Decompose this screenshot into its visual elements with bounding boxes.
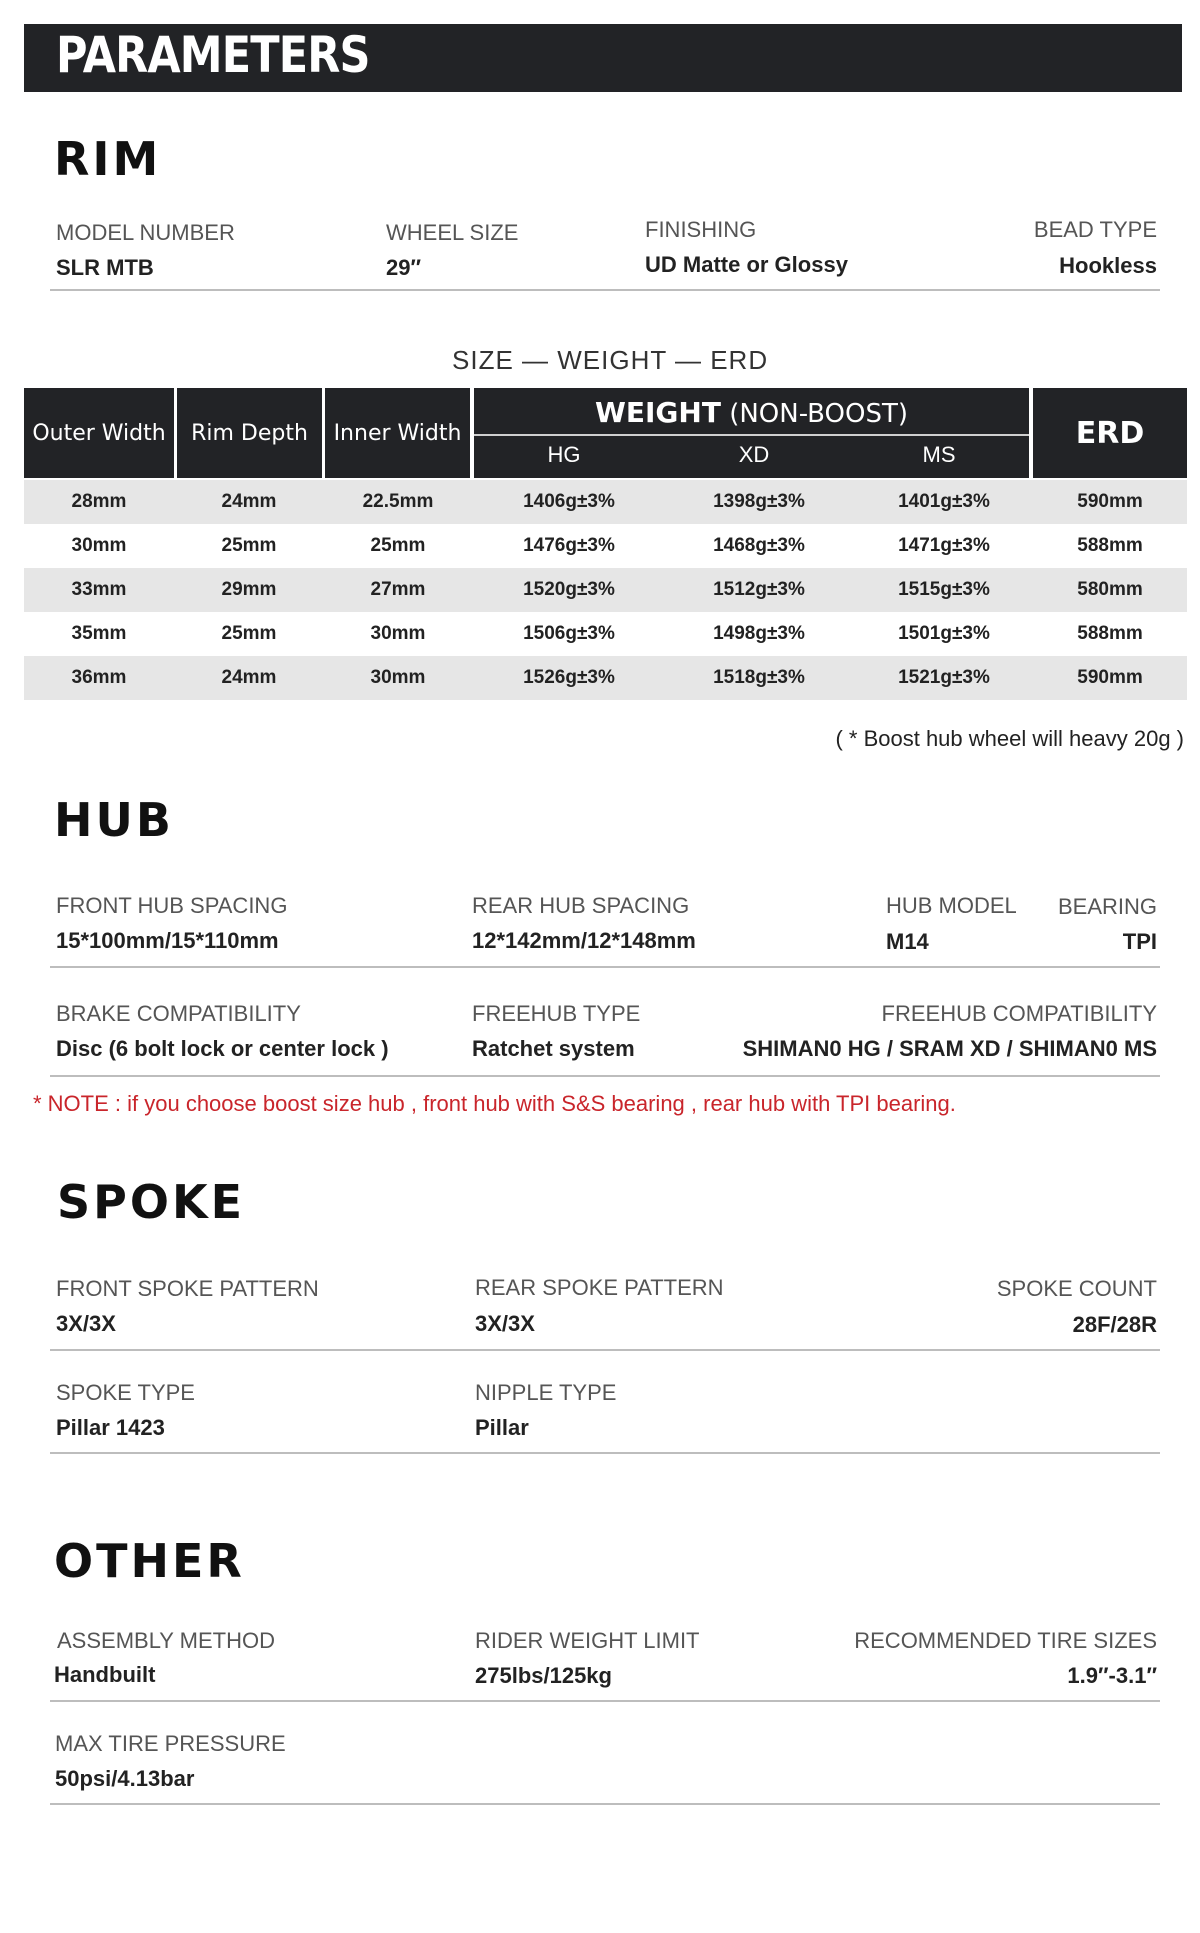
table-cell: 30mm: [71, 535, 127, 556]
table-cell: 22.5mm: [362, 491, 434, 512]
table-cell: 36mm: [71, 667, 127, 688]
table-row: [24, 568, 1187, 612]
freehub-type-value: Ratchet system: [472, 1036, 635, 1061]
assembly-method-value: Handbuilt: [54, 1662, 156, 1687]
table-cell: 25mm: [370, 535, 426, 556]
table-row: [24, 656, 1187, 700]
header-weight-divider: [474, 434, 1029, 436]
bearing-value: TPI: [1122, 929, 1157, 954]
header-weight: WEIGHT (NON-BOOST): [594, 396, 909, 429]
recommended-tire-sizes-label: RECOMMENDED TIRE SIZES: [854, 1628, 1157, 1653]
header-inner-width: Inner Width: [325, 388, 470, 478]
header-rim-depth: Rim Depth: [177, 388, 322, 478]
table-cell: 30mm: [370, 623, 426, 644]
bead-type-label: BEAD TYPE: [1033, 217, 1157, 242]
table-cell: 29mm: [221, 579, 277, 600]
divider: [50, 1349, 1160, 1351]
size-weight-table-header: [24, 388, 1187, 478]
table-cell: 1476g±3%: [523, 535, 615, 556]
rear-hub-spacing-label: REAR HUB SPACING: [472, 893, 690, 918]
divider: [50, 1452, 1160, 1454]
bearing-label: BEARING: [1057, 894, 1157, 919]
hub-model-value: M14: [886, 929, 929, 954]
divider: [50, 289, 1160, 291]
table-cell: 28mm: [71, 491, 127, 512]
assembly-method-label: ASSEMBLY METHOD: [57, 1628, 276, 1653]
hub-section-title: HUB: [54, 793, 174, 847]
header-ms: MS: [922, 442, 956, 467]
nipple-type-value: Pillar: [475, 1415, 529, 1440]
max-tire-pressure-value: 50psi/4.13bar: [55, 1766, 195, 1791]
brake-compatibility-label: BRAKE COMPATIBILITY: [56, 1001, 301, 1026]
model-number-value: SLR MTB: [56, 255, 154, 280]
table-row: [24, 480, 1187, 524]
table-cell: 1512g±3%: [713, 579, 805, 600]
wheel-size-value: 29″: [386, 255, 422, 280]
table-cell: 24mm: [221, 667, 277, 688]
max-tire-pressure-label: MAX TIRE PRESSURE: [55, 1731, 286, 1756]
wheel-size-label: WHEEL SIZE: [386, 220, 519, 245]
table-cell: 588mm: [1077, 535, 1143, 556]
table-cell: 1515g±3%: [898, 579, 990, 600]
table-cell: 27mm: [370, 579, 426, 600]
table-cell: 1526g±3%: [523, 667, 615, 688]
table-cell: 1520g±3%: [523, 579, 615, 600]
table-heading: SIZE — WEIGHT — ERD: [452, 345, 769, 375]
table-row: [24, 612, 1187, 656]
divider: [50, 1803, 1160, 1805]
table-row: [24, 524, 1187, 568]
table-cell: 1518g±3%: [713, 667, 805, 688]
hub-note: * NOTE : if you choose boost size hub , front hub with S&S bearing , rear hub with TPI bearing.: [33, 1091, 956, 1116]
spoke-count-label: SPOKE COUNT: [996, 1276, 1157, 1301]
hub-model-label: HUB MODEL: [886, 893, 1017, 918]
header-hg: HG: [547, 442, 581, 467]
table-cell: 1401g±3%: [898, 491, 990, 512]
brake-compatibility-value: Disc (6 bolt lock or center lock ): [56, 1036, 389, 1061]
spoke-section-title: SPOKE: [57, 1175, 246, 1229]
freehub-type-label: FREEHUB TYPE: [472, 1001, 641, 1026]
bead-type-value: Hookless: [1059, 253, 1157, 278]
table-cell: 1521g±3%: [898, 667, 990, 688]
header-outer-width: Outer Width: [24, 388, 174, 478]
table-cell: 1498g±3%: [713, 623, 805, 644]
table-cell: 1468g±3%: [713, 535, 805, 556]
table-cell: 25mm: [221, 535, 277, 556]
rider-weight-limit-value: 275lbs/125kg: [475, 1663, 612, 1688]
table-cell: 24mm: [221, 491, 277, 512]
other-section-title: OTHER: [54, 1534, 245, 1588]
table-cell: 590mm: [1077, 491, 1143, 512]
divider: [50, 1075, 1160, 1077]
divider: [50, 1700, 1160, 1702]
table-cell: 590mm: [1077, 667, 1143, 688]
table-cell: 588mm: [1077, 623, 1143, 644]
front-spoke-pattern-value: 3X/3X: [56, 1311, 116, 1336]
rider-weight-limit-label: RIDER WEIGHT LIMIT: [475, 1628, 700, 1653]
page-title: PARAMETERS: [56, 26, 370, 84]
recommended-tire-sizes-value: 1.9″-3.1″: [1067, 1663, 1157, 1688]
rear-spoke-pattern-label: REAR SPOKE PATTERN: [475, 1275, 724, 1300]
nipple-type-label: NIPPLE TYPE: [475, 1380, 617, 1405]
rim-section-title: RIM: [54, 132, 162, 186]
divider: [50, 966, 1160, 968]
header-xd: XD: [738, 442, 770, 467]
finishing-label: FINISHING: [645, 217, 757, 242]
rear-hub-spacing-value: 12*142mm/12*148mm: [472, 928, 696, 953]
spoke-count-value: 28F/28R: [1072, 1312, 1157, 1337]
header-weight-group: [474, 388, 1029, 478]
spoke-type-value: Pillar 1423: [56, 1415, 165, 1440]
front-hub-spacing-value: 15*100mm/15*110mm: [56, 928, 279, 953]
freehub-compatibility-label: FREEHUB COMPATIBILITY: [881, 1001, 1157, 1026]
table-cell: 1501g±3%: [898, 623, 990, 644]
header-erd: ERD: [1033, 388, 1187, 478]
front-spoke-pattern-label: FRONT SPOKE PATTERN: [56, 1276, 319, 1301]
rear-spoke-pattern-value: 3X/3X: [475, 1311, 535, 1336]
table-cell: 1471g±3%: [898, 535, 990, 556]
model-number-label: MODEL NUMBER: [56, 220, 235, 245]
boost-note: ( * Boost hub wheel will heavy 20g ): [835, 726, 1184, 751]
table-cell: 35mm: [71, 623, 127, 644]
front-hub-spacing-label: FRONT HUB SPACING: [56, 893, 288, 918]
table-cell: 580mm: [1077, 579, 1143, 600]
table-cell: 25mm: [221, 623, 277, 644]
finishing-value: UD Matte or Glossy: [645, 252, 848, 277]
table-cell: 1398g±3%: [713, 491, 805, 512]
table-cell: 1506g±3%: [523, 623, 615, 644]
freehub-compatibility-value: SHIMAN0 HG / SRAM XD / SHIMAN0 MS: [742, 1036, 1157, 1061]
table-cell: 30mm: [370, 667, 426, 688]
spoke-type-label: SPOKE TYPE: [56, 1380, 195, 1405]
table-cell: 1406g±3%: [523, 491, 615, 512]
table-cell: 33mm: [71, 579, 127, 600]
